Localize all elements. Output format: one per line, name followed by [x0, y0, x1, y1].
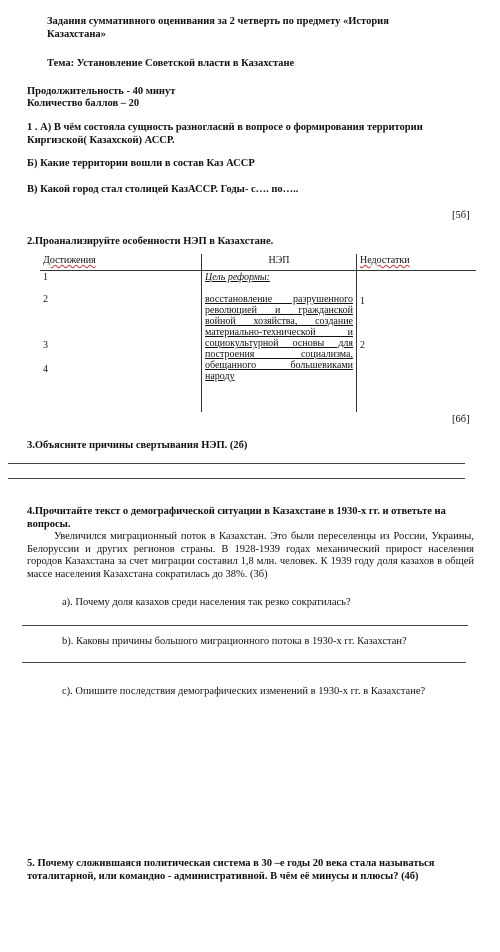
- question-4c: c). Опишите последствия демографических изменений в 1930-х гг. в Казахстане?: [62, 686, 426, 697]
- answer-line[interactable]: [8, 478, 465, 479]
- duration-line: Продолжительность - 40 минут: [27, 86, 176, 97]
- header-nep: НЭП: [202, 254, 357, 271]
- achievement-item: 3: [43, 340, 48, 352]
- question-4b: b). Каковы причины большого миграционного потока в 1930-х гг. Казахстан?: [62, 636, 407, 647]
- drawback-item: 1: [360, 296, 365, 308]
- question-4-text: Увеличился миграционный поток в Казахстан. Это были переселенцы из России, Украины, Белоруссии и других регионов страны. В 1928-1939 годах механический прирост населения городов Казахстана за счет миграции составил 1,8 млн. человек. К 1939 году доля казахов в общей массе населения Казахстана сократилась до 38%. (3б): [27, 531, 474, 580]
- question-2-score: [6б]: [452, 414, 470, 425]
- question-2-title: 2.Проанализируйте особенности НЭП в Казахстане.: [27, 236, 274, 247]
- header-drawbacks: Недостатки: [357, 254, 477, 271]
- header-achievements: Достижения: [40, 254, 202, 271]
- points-line: Количество баллов – 20: [27, 98, 140, 109]
- question-4a: а). Почему доля казахов среди населения так резко сократилась?: [62, 597, 351, 608]
- question-1a: 1 . А) В чём состояла сущность разногласий в вопросе о формирования территории Киргизской( Казахской) АССР.: [27, 122, 423, 146]
- answer-line[interactable]: [22, 662, 466, 663]
- goal-text: восстановление разрушенного революцией и гражданской войной хозяйства, создание материально-технической и социокультурной основы для построения социализма, обещанного большевиками народу: [205, 294, 353, 383]
- achievement-item: 1: [43, 272, 48, 284]
- question-1c: В) Какой город стал столицей КазАССР. Годы- с…. по…..: [27, 184, 299, 195]
- question-3-title: 3.Объясните причины свертывания НЭП. (2б): [27, 440, 248, 451]
- question-4-title: 4.Прочитайте текст о демографической ситуации в Казахстане в 1930-х гг. и ответьте на вопросы.: [27, 506, 446, 530]
- drawback-item: 2: [360, 340, 365, 352]
- topic-line: Тема: Установление Советской власти в Казахстане: [47, 58, 295, 69]
- goal-label: Цель реформы:: [205, 272, 270, 284]
- achievement-item: 4: [43, 364, 48, 376]
- drawbacks-column: [357, 271, 477, 412]
- nep-goal-column: [202, 271, 357, 412]
- answer-line[interactable]: [22, 625, 468, 626]
- nep-table: [40, 254, 476, 412]
- document-title: Задания суммативного оценивания за 2 четверть по предмету «История Казахстана»: [47, 16, 389, 40]
- question-1b: Б) Какие территории вошли в состав Каз АССР: [27, 158, 255, 169]
- question-1-score: [5б]: [452, 210, 470, 221]
- achievements-column: [40, 271, 202, 412]
- answer-line[interactable]: [8, 463, 465, 464]
- achievement-item: 2: [43, 294, 48, 306]
- question-5-title: 5. Почему сложившаяся политическая система в 30 –е годы 20 века стала называться тоталитарной, или командно - административной. В чём её минусы и плюсы? (4б): [27, 858, 435, 882]
